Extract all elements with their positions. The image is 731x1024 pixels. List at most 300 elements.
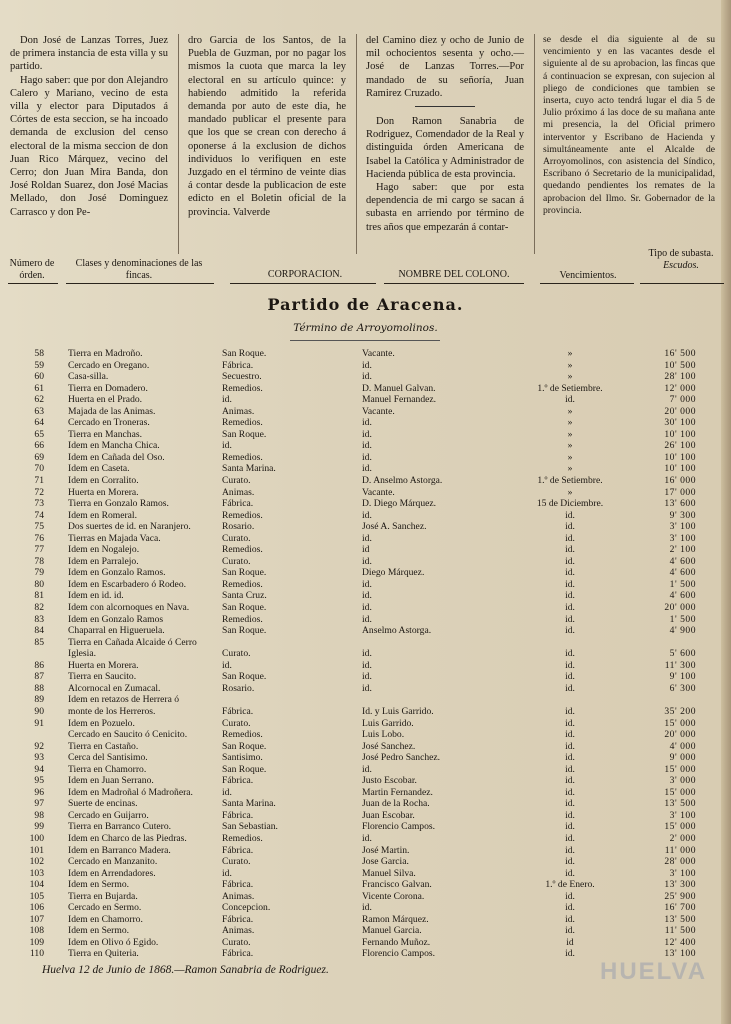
row-finca: Cercado en Saucito ó Cenicito.	[68, 729, 188, 741]
row-colono: José A. Sanchez.	[362, 521, 427, 533]
row-colono: Fernando Muñoz.	[362, 936, 431, 948]
row-vencimiento: »	[567, 417, 573, 429]
row-finca: Idem en Madroñal ó Madroñera.	[68, 786, 193, 798]
row-number: 66	[34, 440, 44, 452]
header-corporacion: CORPORACION.	[267, 269, 343, 280]
row-colono: id.	[362, 359, 372, 371]
text-column-4	[543, 34, 715, 217]
row-corporacion: Fábrica.	[222, 844, 254, 856]
text-column-2	[188, 34, 346, 219]
header-escudos: Escudos.	[663, 260, 699, 271]
table-row	[0, 775, 731, 787]
row-vencimiento: id.	[565, 509, 575, 521]
row-escudos: 3' 100	[669, 809, 696, 821]
row-number: 70	[34, 463, 44, 475]
row-escudos: 9' 000	[669, 752, 696, 764]
row-vencimiento: »	[567, 440, 573, 452]
row-finca: Majada de las Animas.	[68, 405, 156, 417]
row-vencimiento: id.	[565, 821, 575, 833]
row-colono: Ramon Márquez.	[362, 913, 429, 925]
row-corporacion: id.	[222, 867, 232, 879]
row-finca: Idem en Romeral.	[68, 509, 137, 521]
header-vencimientos: Vencimientos.	[559, 270, 617, 281]
row-corporacion: Santa Marina.	[222, 463, 276, 475]
row-colono: id.	[362, 659, 372, 671]
row-vencimiento: 1.º de Setiembre.	[537, 475, 603, 487]
row-escudos: 2' 100	[669, 544, 696, 556]
row-escudos: 13' 100	[664, 948, 696, 960]
table-row	[0, 579, 731, 591]
row-corporacion: id.	[222, 440, 232, 452]
row-colono: Vacante.	[362, 405, 395, 417]
row-finca: Idem en Caseta.	[68, 463, 130, 475]
table-row	[0, 521, 731, 533]
row-vencimiento: »	[567, 451, 573, 463]
text-column-1	[10, 34, 168, 219]
row-colono: Manuel Garcia.	[362, 925, 422, 937]
row-number: 76	[34, 532, 44, 544]
row-colono: Vacante.	[362, 348, 395, 359]
row-finca: Casa-silla.	[68, 371, 109, 383]
row-vencimiento: id.	[565, 682, 575, 694]
row-number: 89	[34, 694, 44, 706]
row-number: 84	[34, 625, 44, 637]
row-corporacion: Fábrica.	[222, 948, 254, 960]
row-colono: Justo Escobar.	[362, 775, 417, 787]
row-colono: Vacante.	[362, 486, 395, 498]
row-escudos: 2' 000	[669, 832, 696, 844]
table-row	[0, 429, 731, 441]
row-finca: Idem en Olivo ó Egido.	[68, 936, 159, 948]
row-finca: Cercado en Sermo.	[68, 902, 142, 914]
row-finca: Idem en Charco de las Piedras.	[68, 832, 187, 844]
row-finca: Dos suertes de id. en Naranjero.	[68, 521, 191, 533]
row-finca: Idem en Escarbadero ó Rodeo.	[68, 578, 187, 590]
row-colono: D. Diego Márquez.	[362, 498, 437, 510]
row-escudos: 9' 300	[669, 509, 696, 521]
table-row	[0, 625, 731, 637]
row-corporacion: San Sebastian.	[222, 821, 278, 833]
section-title: Partido de Aracena.	[267, 295, 464, 314]
row-colono: Id. y Luis Garrido.	[362, 705, 434, 717]
row-vencimiento: id.	[565, 394, 575, 406]
row-finca: Huerta en el Prado.	[68, 394, 143, 406]
row-escudos: 13' 500	[664, 913, 696, 925]
row-vencimiento: id.	[565, 544, 575, 556]
row-escudos: 20' 000	[664, 602, 696, 614]
row-corporacion: San Roque.	[222, 428, 267, 440]
column-paragraph: dro Garcia de los Santos, de la Puebla de Guzman, por no pagar los mismos la cuota que marca la ley electoral en su artículo quince: y habiendo admitido la referida demanda por auto de este dia, he mandado publicar el presente para que los que se crean con derecho á oponerse á la exclusion de dichos individuos lo verifiquen en este Juzgado en el término de veinte dias á contar desde la publicacion de este edicto en el Boletin oficial de la provincia. Valverde	[188, 35, 346, 218]
row-corporacion: San Roque.	[222, 602, 267, 614]
row-finca: Idem en Juan Serrano.	[68, 775, 154, 787]
row-number: 82	[34, 602, 44, 614]
table-row	[0, 798, 731, 810]
row-vencimiento: id.	[565, 867, 575, 879]
row-corporacion: San Roque.	[222, 567, 267, 579]
row-number: 101	[29, 844, 44, 856]
row-vencimiento: »	[567, 371, 573, 383]
row-escudos: 10' 100	[664, 428, 696, 440]
table-row	[0, 406, 731, 418]
row-escudos: 4' 600	[669, 555, 696, 567]
table-row	[0, 810, 731, 822]
row-colono: Diego Márquez.	[362, 567, 425, 579]
row-finca: Tierra en Castaño.	[68, 740, 139, 752]
row-finca: Huerta en Morera.	[68, 486, 139, 498]
table-row	[0, 718, 731, 730]
row-corporacion: Animas.	[222, 890, 255, 902]
header-tipo	[636, 248, 726, 272]
row-finca: Tierra en Bujarda.	[68, 890, 138, 902]
row-vencimiento: id.	[565, 555, 575, 567]
row-number: 90	[34, 705, 44, 717]
table-row	[0, 937, 731, 949]
row-corporacion: Remedios.	[222, 544, 263, 556]
row-number: 63	[34, 405, 44, 417]
row-vencimiento: id.	[565, 578, 575, 590]
row-finca: Idem en Gonzalo Ramos	[68, 613, 164, 625]
table-row	[0, 683, 731, 695]
table-row	[0, 360, 731, 372]
table-row	[0, 868, 731, 880]
row-finca: Cercado en Manzanito.	[68, 856, 158, 868]
header-rule	[230, 283, 376, 284]
row-escudos: 4' 600	[669, 567, 696, 579]
row-escudos: 3' 100	[669, 532, 696, 544]
row-vencimiento: id.	[565, 729, 575, 741]
table-row	[0, 498, 731, 510]
row-number: 64	[34, 417, 44, 429]
table-row	[0, 741, 731, 753]
row-vencimiento: id.	[565, 602, 575, 614]
separator-rule	[415, 106, 475, 107]
row-vencimiento: id.	[565, 740, 575, 752]
text-column-3	[366, 34, 524, 234]
row-corporacion: Remedios.	[222, 578, 263, 590]
footer-signature: Huelva 12 de Junio de 1868.—Ramon Sanabria de Rodriguez.	[42, 964, 329, 976]
row-corporacion: Concepcion.	[222, 902, 271, 914]
table-row	[0, 510, 731, 522]
subtitle-rule	[290, 340, 440, 341]
row-escudos: 3' 100	[669, 521, 696, 533]
row-corporacion: Curato.	[222, 717, 251, 729]
row-vencimiento: 1.º de Setiembre.	[537, 382, 603, 394]
row-vencimiento: id.	[565, 521, 575, 533]
row-colono: id.	[362, 590, 372, 602]
column-paragraph: Don José de Lanzas Torres, Juez de primera instancia de esta villa y su partido.	[10, 35, 168, 73]
header-clases: Clases y denominaciones de las fincas.	[75, 258, 203, 281]
row-vencimiento: id.	[565, 798, 575, 810]
row-escudos: 25' 900	[664, 890, 696, 902]
row-number: 108	[29, 925, 44, 937]
row-corporacion: Fábrica.	[222, 775, 254, 787]
table-row	[0, 833, 731, 845]
row-escudos: 20' 000	[664, 405, 696, 417]
row-number: 99	[34, 821, 44, 833]
row-escudos: 15' 000	[664, 717, 696, 729]
row-vencimiento: id.	[565, 717, 575, 729]
row-number: 105	[29, 890, 44, 902]
row-escudos: 4' 900	[669, 625, 696, 637]
row-colono: Juan de la Rocha.	[362, 798, 430, 810]
row-escudos: 5' 600	[669, 648, 696, 660]
column-paragraph: Hago saber: que por esta dependencia de mi cargo se sacan á subasta en arriendo por término de tres años que empezarán á contar-	[366, 182, 524, 233]
row-vencimiento: id.	[565, 671, 575, 683]
column-paragraph: del Camino diez y ocho de Junio de mil ochocientos sesenta y ocho.—José de Lanzas Torres.—Por mandado de su señoría, Juan Ramirez Cruzado.	[366, 35, 524, 99]
row-number: 86	[34, 659, 44, 671]
table-row	[0, 764, 731, 776]
row-corporacion: Rosario.	[222, 521, 255, 533]
row-finca: Tierra en Quiteria.	[68, 948, 139, 960]
table-row	[0, 856, 731, 868]
row-colono: id.	[362, 832, 372, 844]
row-escudos: 13' 600	[664, 498, 696, 510]
table-row	[0, 902, 731, 914]
row-escudos: 28' 100	[664, 371, 696, 383]
row-escudos: 4' 600	[669, 590, 696, 602]
row-finca: Tierra en Saucito.	[68, 671, 137, 683]
row-corporacion: Remedios.	[222, 613, 263, 625]
row-escudos: 20' 000	[664, 729, 696, 741]
table-row	[0, 614, 731, 626]
row-colono: id.	[362, 902, 372, 914]
table-row	[0, 487, 731, 499]
table-row	[0, 348, 731, 360]
row-vencimiento: id.	[565, 613, 575, 625]
row-vencimiento: id.	[565, 705, 575, 717]
column-paragraph: se desde el dia siguiente al de su vencimiento y en las vacantes desde el siguiente al de su aprobacion, las fincas que á continuacion se expresan, con sujecion al pliego de condiciones que tambien se inserta, cuyo acto tendrá lugar el dia 5 de Julio próximo á las doce de su mañana ante mi presencia, la del Oficial primero interventor y Escribano de Hacienda y simultáneamente ante el Alcalde de Arroyomolinos, con asistencia del Síndico, Escribano ó Secretario de la municipalidad, quedando pendientes los remates de la aprobacion del Ilmo. Sr. Gobernador de la provincia.	[543, 34, 715, 216]
column-divider	[534, 34, 535, 254]
row-finca: Idem en Barranco Madera.	[68, 844, 171, 856]
row-escudos: 15' 000	[664, 786, 696, 798]
row-colono: Luis Garrido.	[362, 717, 414, 729]
row-colono: id.	[362, 371, 372, 383]
row-colono: id.	[362, 417, 372, 429]
header-numero: Número de órden.	[9, 258, 55, 281]
row-vencimiento: id.	[565, 567, 575, 579]
table-row	[0, 821, 731, 833]
row-colono: José Martin.	[362, 844, 410, 856]
row-vencimiento: id.	[565, 752, 575, 764]
row-number: 74	[34, 509, 44, 521]
row-corporacion: Curato.	[222, 856, 251, 868]
row-colono: id.	[362, 451, 372, 463]
row-vencimiento: »	[567, 348, 573, 359]
row-number: 73	[34, 498, 44, 510]
row-escudos: 11' 300	[664, 659, 696, 671]
row-vencimiento: id.	[565, 659, 575, 671]
table-row	[0, 914, 731, 926]
row-escudos: 28' 000	[664, 856, 696, 868]
row-escudos: 16' 700	[664, 902, 696, 914]
row-number: 69	[34, 451, 44, 463]
row-escudos: 13' 300	[664, 879, 696, 891]
row-number: 83	[34, 613, 44, 625]
row-escudos: 9' 100	[669, 671, 696, 683]
row-finca: Tierra en Chamorro.	[68, 763, 147, 775]
row-colono: id.	[362, 440, 372, 452]
table-row	[0, 660, 731, 672]
row-number: 93	[34, 752, 44, 764]
row-escudos: 6' 300	[669, 682, 696, 694]
row-colono: Martin Fernandez.	[362, 786, 433, 798]
row-finca: Idem en id. id.	[68, 590, 124, 602]
row-vencimiento: id.	[565, 648, 575, 660]
row-vencimiento: id.	[565, 844, 575, 856]
table-row	[0, 533, 731, 545]
row-colono: id.	[362, 602, 372, 614]
row-colono: D. Anselmo Astorga.	[362, 475, 443, 487]
row-vencimiento: id.	[565, 925, 575, 937]
row-number: 102	[29, 856, 44, 868]
row-vencimiento: id	[566, 936, 574, 948]
row-vencimiento: 1.º de Enero.	[545, 879, 595, 891]
column-divider	[178, 34, 179, 254]
row-vencimiento: id.	[565, 902, 575, 914]
section-subtitle: Término de Arroyomolinos.	[293, 322, 438, 334]
row-vencimiento: »	[567, 359, 573, 371]
row-corporacion: Curato.	[222, 475, 251, 487]
row-colono: D. Manuel Galvan.	[362, 382, 436, 394]
table-row	[0, 706, 731, 718]
row-colono: id.	[362, 613, 372, 625]
row-escudos: 4' 000	[669, 740, 696, 752]
row-finca: Tierra en Barranco Cutero.	[68, 821, 172, 833]
row-escudos: 10' 500	[664, 359, 696, 371]
row-corporacion: Remedios.	[222, 729, 263, 741]
row-vencimiento: »	[567, 428, 573, 440]
table-row	[0, 891, 731, 903]
row-colono: Anselmo Astorga.	[362, 625, 432, 637]
row-colono: id.	[362, 648, 372, 660]
row-corporacion: Santa Cruz.	[222, 590, 267, 602]
row-corporacion: Animas.	[222, 925, 255, 937]
row-number: 104	[29, 879, 44, 891]
table-row	[0, 383, 731, 395]
row-corporacion: Remedios.	[222, 382, 263, 394]
row-corporacion: Curato.	[222, 555, 251, 567]
column-divider	[356, 34, 357, 254]
table-row	[0, 694, 731, 706]
row-corporacion: Santa Marina.	[222, 798, 276, 810]
row-colono: id	[362, 544, 370, 556]
row-vencimiento: id.	[565, 890, 575, 902]
row-finca: monte de los Herreros.	[68, 705, 156, 717]
header-rule	[384, 283, 524, 284]
row-corporacion: Fábrica.	[222, 705, 254, 717]
row-corporacion: San Roque.	[222, 740, 267, 752]
row-corporacion: Curato.	[222, 936, 251, 948]
row-finca: Chaparral en Higueruela.	[68, 625, 165, 637]
row-finca: Idem en Pozuelo.	[68, 717, 135, 729]
table-row	[0, 845, 731, 857]
row-colono: Manuel Silva.	[362, 867, 416, 879]
row-vencimiento: »	[567, 486, 573, 498]
table-row	[0, 417, 731, 429]
row-colono: José Sanchez.	[362, 740, 416, 752]
row-colono: id.	[362, 763, 372, 775]
row-colono: id.	[362, 509, 372, 521]
row-number: 71	[34, 475, 44, 487]
header-rule	[66, 283, 214, 284]
row-colono: id.	[362, 682, 372, 694]
row-escudos: 26' 100	[664, 440, 696, 452]
row-corporacion: Remedios.	[222, 451, 263, 463]
row-finca: Idem en Parralejo.	[68, 555, 139, 567]
row-colono: id.	[362, 463, 372, 475]
row-corporacion: San Roque.	[222, 348, 267, 359]
row-colono: Luis Lobo.	[362, 729, 405, 741]
row-escudos: 12' 400	[664, 936, 696, 948]
row-corporacion: id.	[222, 786, 232, 798]
row-corporacion: San Roque.	[222, 671, 267, 683]
row-corporacion: Animas.	[222, 405, 255, 417]
table-row	[0, 440, 731, 452]
table-row	[0, 452, 731, 464]
row-finca: Idem en Corralito.	[68, 475, 139, 487]
row-number: 92	[34, 740, 44, 752]
row-finca: Idem en Sermo.	[68, 879, 130, 891]
row-escudos: 1' 500	[669, 578, 696, 590]
table-row	[0, 752, 731, 764]
row-number: 94	[34, 763, 44, 775]
row-number: 78	[34, 555, 44, 567]
row-number: 59	[34, 359, 44, 371]
header-rule	[640, 283, 724, 284]
row-corporacion: Remedios.	[222, 832, 263, 844]
row-number: 95	[34, 775, 44, 787]
row-corporacion: San Roque.	[222, 625, 267, 637]
row-number: 103	[29, 867, 44, 879]
row-vencimiento: id.	[565, 775, 575, 787]
table-row	[0, 394, 731, 406]
row-vencimiento: id.	[565, 590, 575, 602]
row-colono: id.	[362, 532, 372, 544]
row-vencimiento: id.	[565, 763, 575, 775]
row-corporacion: Secuestro.	[222, 371, 262, 383]
row-colono: id.	[362, 428, 372, 440]
row-vencimiento: id.	[565, 809, 575, 821]
header-colono: NOMBRE DEL COLONO.	[398, 269, 510, 280]
archive-watermark: HUELVA	[600, 958, 708, 985]
row-finca: Tierra en Manchas.	[68, 428, 142, 440]
table-row	[0, 544, 731, 556]
row-number: 77	[34, 544, 44, 556]
row-finca: Tierra en Madroño.	[68, 348, 143, 359]
row-colono: id.	[362, 555, 372, 567]
row-escudos: 1' 500	[669, 613, 696, 625]
row-escudos: 7' 000	[669, 394, 696, 406]
row-finca: Alcornocal en Zumacal.	[68, 682, 161, 694]
row-finca: Tierra en Gonzalo Ramos.	[68, 498, 169, 510]
row-corporacion: Animas.	[222, 486, 255, 498]
row-escudos: 3' 000	[669, 775, 696, 787]
row-corporacion: id.	[222, 659, 232, 671]
row-corporacion: Fábrica.	[222, 879, 254, 891]
row-corporacion: Curato.	[222, 532, 251, 544]
column-paragraph: Hago saber: que por don Alejandro Calero y Mariano, vecino de esta villa y elector para Diputados á Córtes de esta seccion, se ha incoado demanda de exclusion del censo electoral de la misma seccion de don Juan Rico Márquez, vecino del Cerro; don Juan Mira Banda, don José Roldan Suarez, don José Macias Mellado, don José Dominguez Carrasco y don Pe-	[10, 74, 168, 218]
table-row	[0, 729, 731, 741]
table-row	[0, 475, 731, 487]
row-escudos: 15' 000	[664, 821, 696, 833]
row-finca: Idem en Nogalejo.	[68, 544, 140, 556]
row-corporacion: Remedios.	[222, 509, 263, 521]
table-row	[0, 648, 731, 660]
table-row	[0, 463, 731, 475]
row-colono: id.	[362, 671, 372, 683]
row-vencimiento: id.	[565, 625, 575, 637]
row-vencimiento: id.	[565, 832, 575, 844]
